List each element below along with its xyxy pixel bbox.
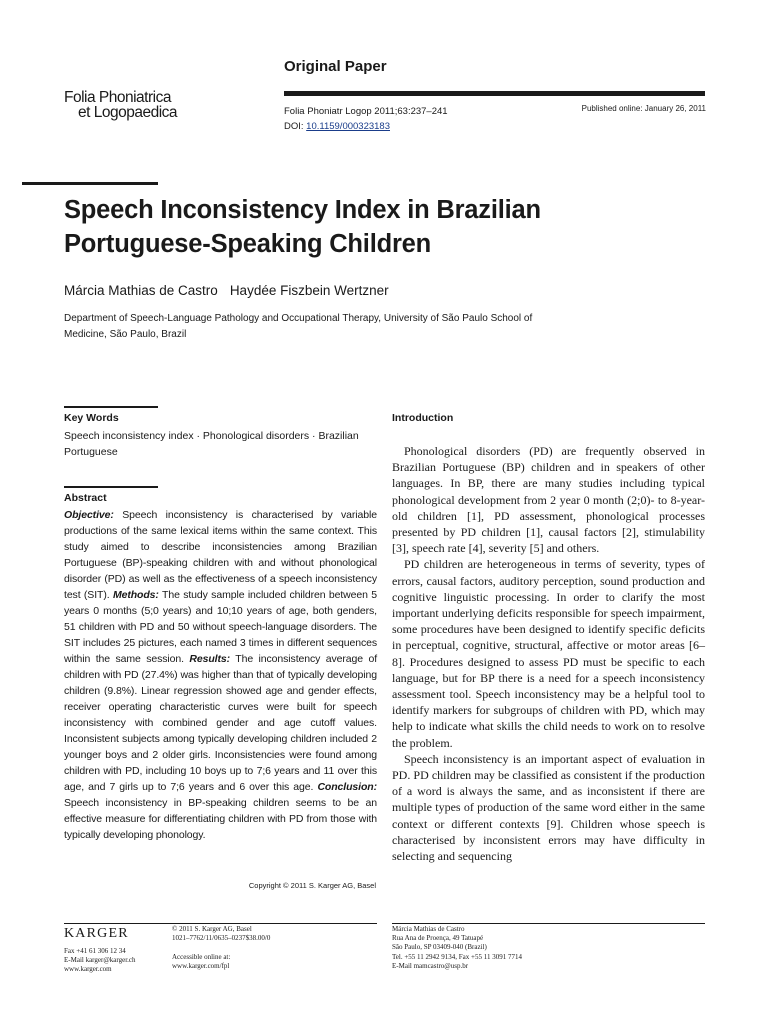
article-title: Speech Inconsistency Index in Brazilian Portuguese-Speaking Children (64, 196, 541, 258)
affiliation: Department of Speech-Language Pathology and Occupational Therapy, University of São Paulo School of Medicine, São Paulo, Brazil (64, 313, 533, 340)
abstract-text: Speech inconsistency is characterised by variable productions of the same lexical items within the same context. This study aimed to describe inconsistencies among Brazilian Portuguese (BP)-speaking children with and without phonological disorder (PD) as well as the effectiveness of a speech inconsistency test (SIT). (64, 509, 377, 601)
paragraph: Phonological disorders (PD) are frequently observed in Brazilian Portuguese (BP) children and in speakers of other languages. In BP, there are many studies including typical phonological development from 2 year 0 month (2;0)- to 8-year-old children [1], PD assessment, phonological processes presented by PD children [1], causal factors [2], stimulability [3], speech rate [4], severity [5] and others. (392, 444, 705, 556)
abstract-label: Results: (189, 653, 231, 665)
correspondence-name: Márcia Mathias de Castro (392, 925, 465, 933)
correspondence-email[interactable]: E-Mail mamcastro@usp.br (392, 961, 469, 970)
copyright-line: Copyright © 2011 S. Karger AG, Basel (248, 881, 376, 890)
abstract-text: Speech inconsistency in BP-speaking children seems to be an effective measure for differentiating children with PD from those with typically developing phonology. (64, 797, 377, 841)
footer-rule (64, 923, 377, 924)
copyright-text: © 2011 S. Karger AG, Basel (172, 925, 252, 933)
issn-text: 1021–7762/11/0635–0237$38.00/0 (172, 934, 271, 943)
publisher-logo: KARGER (64, 926, 129, 941)
correspondence-address (392, 925, 522, 971)
correspondence-street: Rua Ana de Proença, 49 Tatuapé (392, 934, 484, 943)
correspondence-phone: Tel. +55 11 2942 9134, Fax +55 11 3091 7714 (392, 952, 522, 961)
published-date: Published online: January 26, 2011 (581, 104, 706, 113)
keywords-heading: Key Words (64, 412, 119, 424)
journal-logo (64, 90, 177, 120)
author-name: Haydée Fiszbein Wertzner (229, 283, 389, 298)
abstract-body (64, 507, 377, 843)
introduction-body (392, 443, 705, 864)
abstract-rule (64, 486, 158, 488)
contact-email[interactable]: E-Mail karger@karger.ch (64, 956, 136, 965)
doi-line (284, 119, 448, 134)
journal-logo-line-1: Folia Phoniatrica (64, 89, 171, 106)
abstract-text: The inconsistency average of children with PD (27.4%) was higher than that of typically developing children (9.8%). Linear regression showed age and gender effects, receiver operating characteristic curves were built for speech inconsistency with combined gender and age cutoff values. Inconsistent subjects among typically developing children included 2 younger boys and 2 older girls. Inconsistencies were found among children with PD, including 10 boys up to 7;6 years and 11 over this age, and 7 girls up to 7;6 years and 6 over this age. (64, 653, 378, 793)
section-label: Original Paper (284, 58, 387, 75)
correspondence-city: São Paulo, SP 03409-040 (Brazil) (392, 943, 487, 952)
abstract-heading: Abstract (64, 492, 107, 504)
keywords-text: Speech inconsistency index · Phonological disorders · Brazilian Portuguese (64, 430, 359, 458)
doi-link[interactable]: 10.1159/000323183 (306, 121, 390, 132)
citation-block (284, 104, 448, 134)
abstract-label: Objective: (64, 509, 114, 521)
publisher-contact (64, 947, 136, 975)
contact-website[interactable]: www.karger.com (64, 965, 112, 974)
doi-prefix: DOI: (284, 121, 307, 132)
footer-rule (392, 923, 705, 924)
journal-logo-line-2: et Logopaedica (78, 104, 178, 121)
introduction-heading: Introduction (392, 412, 454, 424)
author-name: Márcia Mathias de Castro (64, 283, 218, 298)
citation-line: Folia Phoniatr Logop 2011;63:237–241 (284, 106, 448, 117)
spacer (172, 943, 270, 952)
abstract-label: Conclusion: (317, 781, 377, 793)
access-label: Accessible online at: (172, 952, 231, 961)
keywords-rule (64, 406, 158, 408)
contact-line: Fax +41 61 306 12 34 (64, 947, 126, 955)
author-list (64, 283, 389, 298)
paragraph: PD children are heterogeneous in terms of severity, types of errors, causal factors, auditory perception, sound production and cognitive linguistic processing. In order to clarify the most important underlying deficits responsible for speech impairment, some procedures have been designed to identify specific deficits in perceptual, cognitive, structural, affective or motor areas [6–8]. Procedures designed to assess PD must be specific to each language, but for BP there is a need for a speech inconsistency assessment tool. Speech inconsistency may be a helpful tool to identify markers for subgroups of children with PD, which may help to indicate what skills the child needs to work on to resolve the problem. (392, 557, 705, 750)
publisher-copyright (172, 925, 270, 971)
abstract-label: Methods: (112, 589, 159, 601)
abstract-text: The study sample included children between 5 years 0 months (5;0 years) and 10;10 years of age, both genders, 51 children with PD and 50 without speech-language disorders. The SIT includes 25 pictures, each named 3 times in different sequences within the same session. (64, 589, 377, 665)
title-rule (22, 182, 158, 185)
access-link[interactable]: www.karger.com/fpl (172, 961, 230, 970)
paragraph: Speech inconsistency is an important aspect of evaluation in PD. PD children may be classified as consistent if the production of a word is always the same, and as inconsistent if there are multiple types of production of the same word either in the same context or different contexts [9]. Children whose speech is characterised by inconsistent errors may have difficulty in selecting and sequencing (392, 751, 705, 864)
header-rule (284, 91, 705, 96)
